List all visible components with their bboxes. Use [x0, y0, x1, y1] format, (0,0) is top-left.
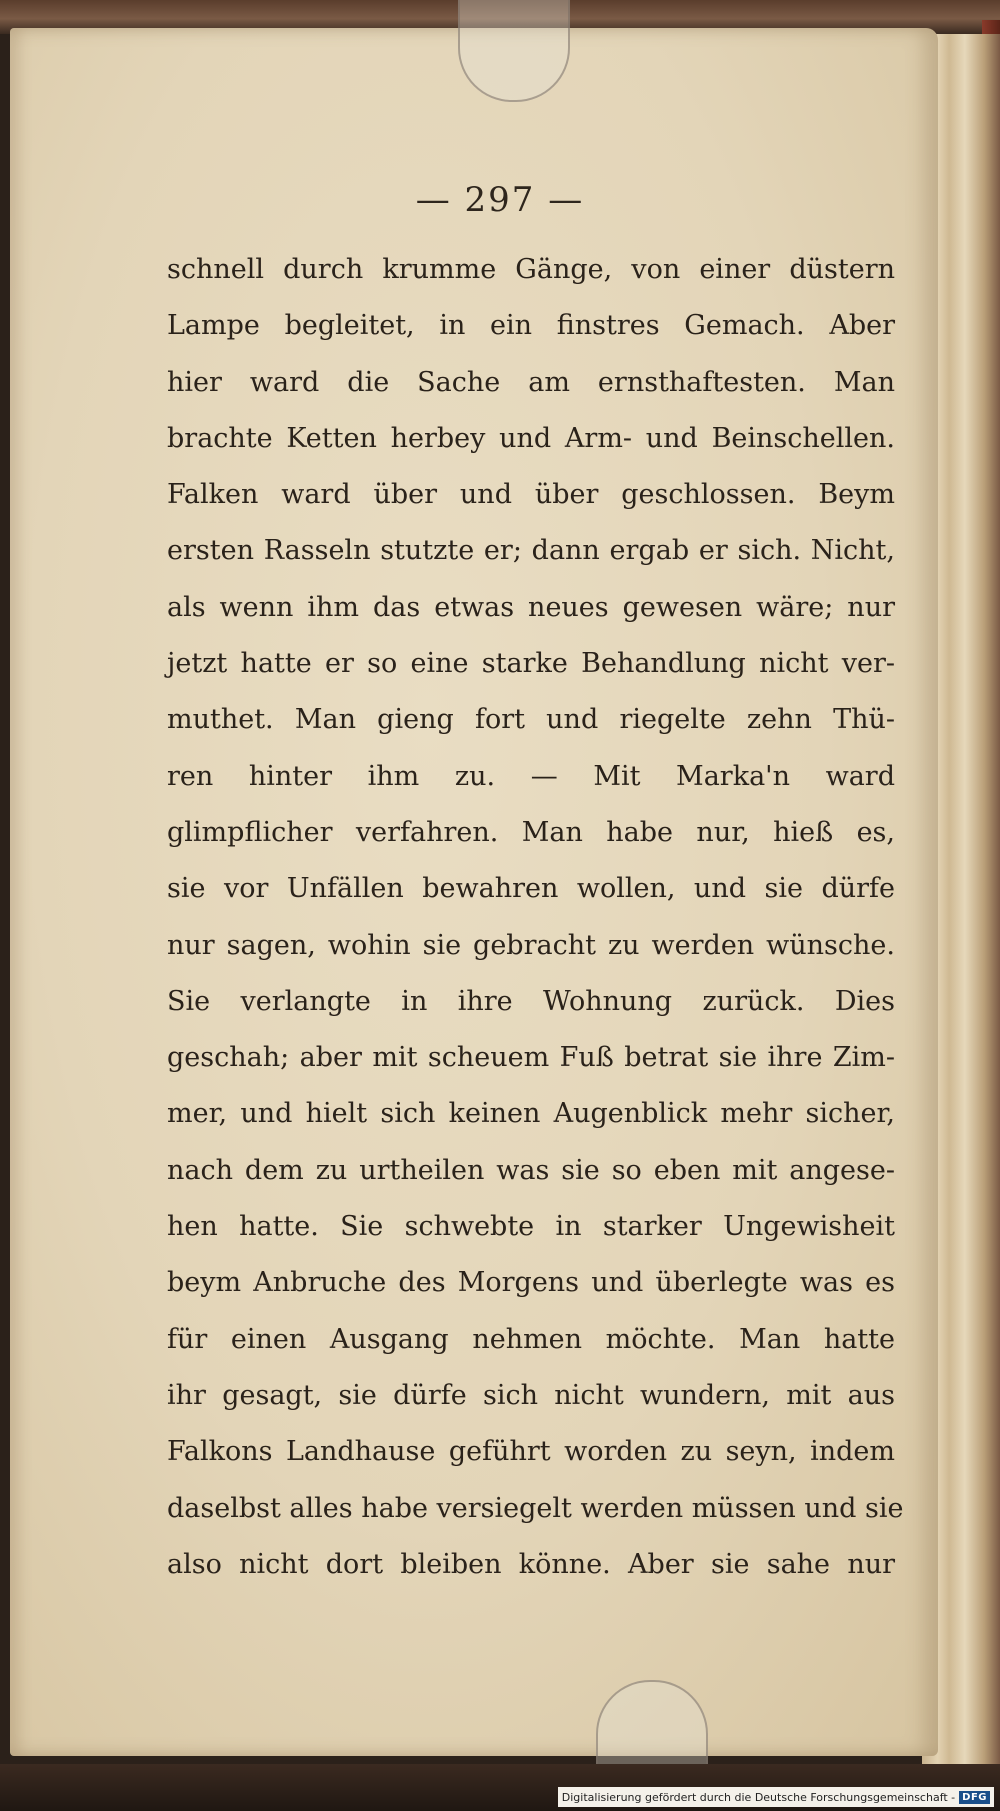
text-line: hen hatte. Sie schwebte in starker Ungewisheit	[167, 1211, 895, 1243]
body-text	[167, 242, 904, 1593]
digitization-credit	[558, 1787, 994, 1807]
text-line: jetzt hatte er so eine starke Behandlung nicht ver-	[167, 648, 895, 680]
text-line: mer, und hielt sich keinen Augenblick mehr sicher,	[167, 1098, 895, 1130]
dfg-logo: DFG	[959, 1791, 990, 1804]
text-line: Sie verlangte in ihre Wohnung zurück. Dies	[167, 985, 895, 1017]
text-line: glimpflicher verfahren. Man habe nur, hieß es,	[167, 816, 895, 848]
text-line: ihr gesagt, sie dürfe sich nicht wundern, mit aus	[167, 1379, 895, 1411]
text-line: geschah; aber mit scheuem Fuß betrat sie ihre Zim-	[167, 1042, 895, 1074]
text-line: ersten Rasseln stutzte er; dann ergab er sich. Nicht,	[167, 535, 895, 567]
text-line: Falkons Landhause geführt worden zu seyn, indem	[167, 1436, 895, 1468]
credit-text: Digitalisierung gefördert durch die Deutsche Forschungsgemeinschaft -	[561, 1790, 956, 1804]
text-line: daselbst alles habe versiegelt werden müssen und sie	[167, 1492, 904, 1524]
text-line: beym Anbruche des Morgens und überlegte was es	[167, 1267, 895, 1299]
text-line: also nicht dort bleiben könne. Aber sie sahe nur	[167, 1548, 895, 1580]
text-line: ren hinter ihm zu. — Mit Marka'n ward	[167, 760, 895, 792]
text-line: schnell durch krumme Gänge, von einer düstern	[167, 254, 895, 285]
text-line: muthet. Man gieng fort und riegelte zehn Thü-	[167, 704, 895, 736]
text-line: als wenn ihm das etwas neues gewesen wäre; nur	[167, 591, 895, 623]
page-number: — 297 —	[415, 180, 585, 220]
text-line: nach dem zu urtheilen was sie so eben mit angese-	[167, 1154, 895, 1186]
text-line: für einen Ausgang nehmen möchte. Man hatte	[167, 1323, 895, 1355]
text-line: hier ward die Sache am ernsthaftesten. Man	[167, 366, 895, 398]
text-line: sie vor Unfällen bewahren wollen, und sie dürfe	[167, 873, 895, 905]
text-line: brachte Ketten herbey und Arm- und Beinschellen.	[167, 422, 895, 454]
text-line: nur sagen, wohin sie gebracht zu werden wünsche.	[167, 929, 895, 961]
scan-bottom-band	[0, 1764, 1000, 1811]
page-clip-top	[458, 0, 570, 102]
text-line: Lampe begleitet, in ein finstres Gemach. Aber	[167, 310, 895, 342]
text-line: Falken ward über und über geschlossen. Beym	[167, 479, 895, 511]
